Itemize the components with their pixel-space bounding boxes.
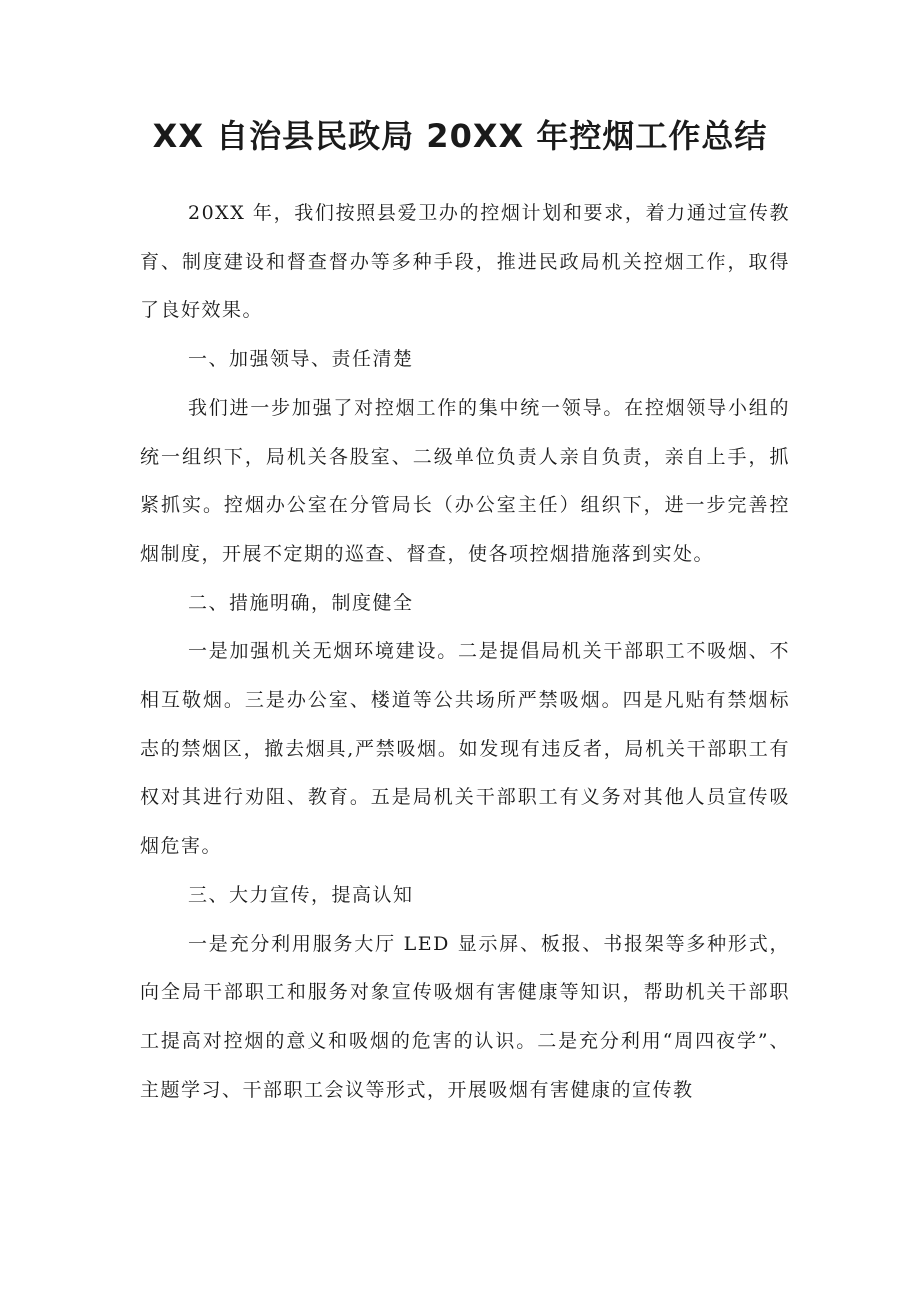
section-paragraph-2: 一是加强机关无烟环境建设。二是提倡局机关干部职工不吸烟、不相互敬烟。三是办公室、楼道等公共场所严禁吸烟。四是凡贴有禁烟标志的禁烟区，撤去烟具,严禁吸烟。如发现有违反者，局机关干部职工有权对其进行劝阻、教育。五是局机关干部职工有义务对其他人员宣传吸烟危害。	[140, 640, 790, 858]
document-title: XX 自治县民政局 20XX 年控烟工作总结	[152, 117, 768, 155]
section-paragraph-1: 我们进一步加强了对控烟工作的集中统一领导。在控烟领导小组的统一组织下，局机关各股室、二级单位负责人亲自负责，亲自上手，抓紧抓实。控烟办公室在分管局长（办公室主任）组织下，进一步完善控烟制度，开展不定期的巡查、督查，使各项控烟措施落到实处。	[140, 396, 790, 565]
section-heading-1: 一、加强领导、责任清楚	[188, 348, 414, 371]
intro-paragraph: 20XX 年，我们按照县爱卫办的控烟计划和要求，着力通过宣传教育、制度建设和督查督办等多种手段，推进民政局机关控烟工作，取得了良好效果。	[140, 202, 790, 322]
section-heading-2: 二、措施明确，制度健全	[188, 591, 414, 614]
document-body	[140, 189, 790, 1114]
section-heading-3: 三、大力宣传，提高认知	[188, 883, 414, 906]
section-paragraph-3: 一是充分利用服务大厅 LED 显示屏、板报、书报架等多种形式，向全局干部职工和服务对象宣传吸烟有害健康等知识，帮助机关干部职工提高对控烟的意义和吸烟的危害的认识。二是充分利用“周四夜学”、主题学习、干部职工会议等形式，开展吸烟有害健康的宣传教	[140, 932, 790, 1101]
